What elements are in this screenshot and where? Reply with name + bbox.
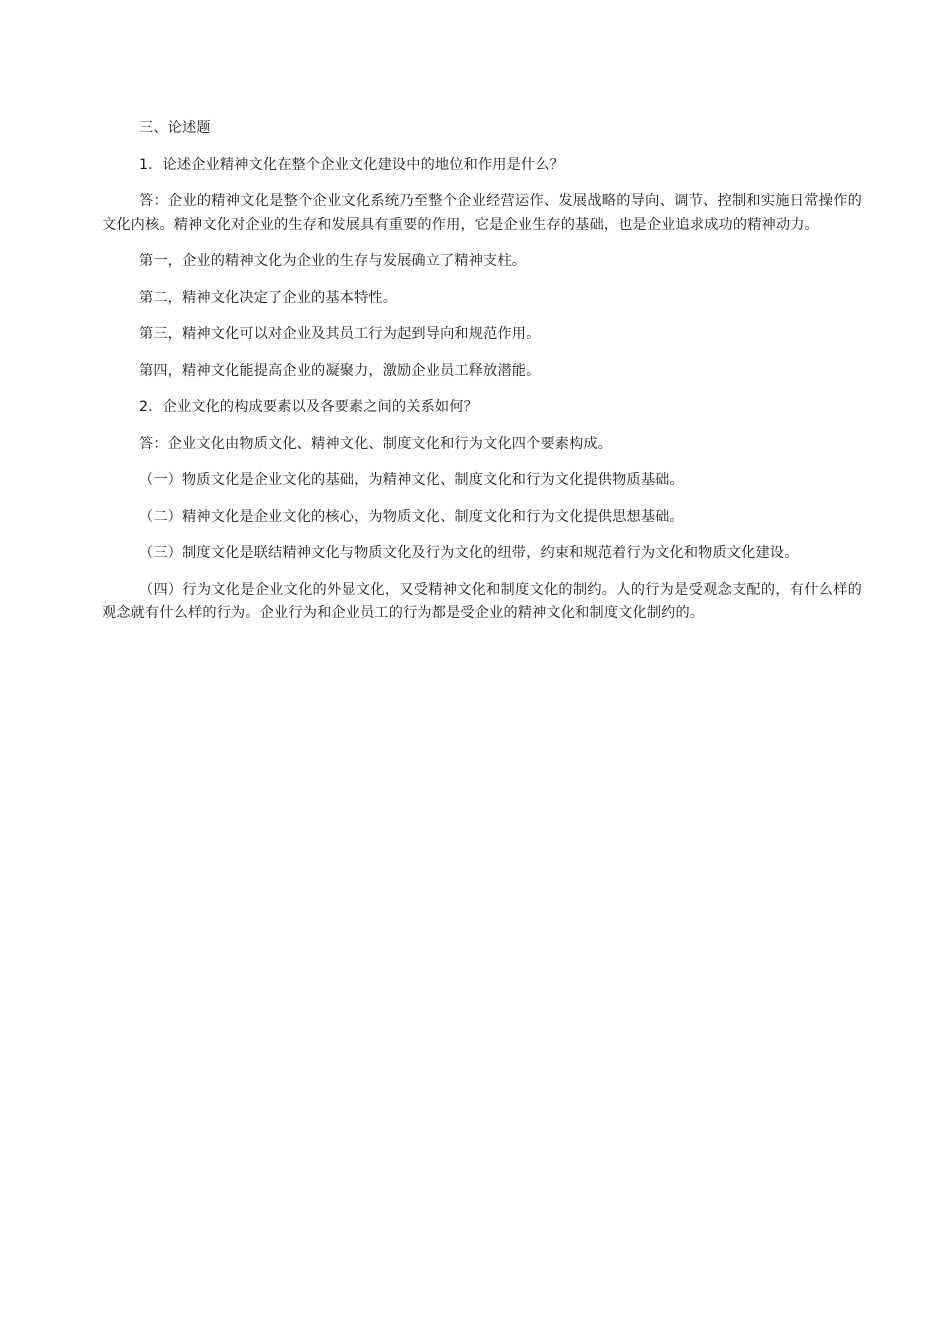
question-1: 1．论述企业精神文化在整个企业文化建设中的地位和作用是什么？ — [139, 156, 564, 173]
question-2: 2．企业文化的构成要素以及各要素之间的关系如何？ — [139, 399, 478, 415]
document-page — [102, 117, 862, 626]
answer-2: 答：企业文化由物质文化、精神文化、制度文化和行为文化四个要素构成。 — [139, 435, 613, 452]
answer-1-point-4: 第四，精神文化能提高企业的凝聚力，激励企业员工释放潜能。 — [139, 362, 541, 379]
section-heading: 三、论述题 — [139, 120, 211, 136]
answer-1: 答：企业的精神文化是整个企业文化系统乃至整个企业经营运作、发展战略的导向、调节、控制和实施日常操作的文化内核。精神文化对企业的生存和发展具有重要的作用，它是企业生存的基础，也是企业追求成功的精神动力。 — [102, 193, 862, 233]
answer-1-point-1: 第一，企业的精神文化为企业的生存与发展确立了精神支柱。 — [139, 253, 527, 269]
answer-2-point-1: （一）物质文化是企业文化的基础，为精神文化、制度文化和行为文化提供物质基础。 — [139, 472, 684, 488]
answer-1-point-3: 第三，精神文化可以对企业及其员工行为起到导向和规范作用。 — [139, 326, 541, 342]
answer-2-point-3: （三）制度文化是联结精神文化与物质文化及行为文化的纽带，约束和规范着行为文化和物质文化建设。 — [139, 545, 799, 561]
answer-2-point-2: （二）精神文化是企业文化的核心，为物质文化、制度文化和行为文化提供思想基础。 — [139, 508, 684, 525]
answer-2-point-4: （四）行为文化是企业文化的外显文化，又受精神文化和制度文化的制约。人的行为是受观念支配的，有什么样的观念就有什么样的行为。企业行为和企业员工的行为都是受企业的精神文化和制度文化制约的。 — [102, 581, 862, 621]
answer-1-point-2: 第二，精神文化决定了企业的基本特性。 — [139, 289, 398, 306]
